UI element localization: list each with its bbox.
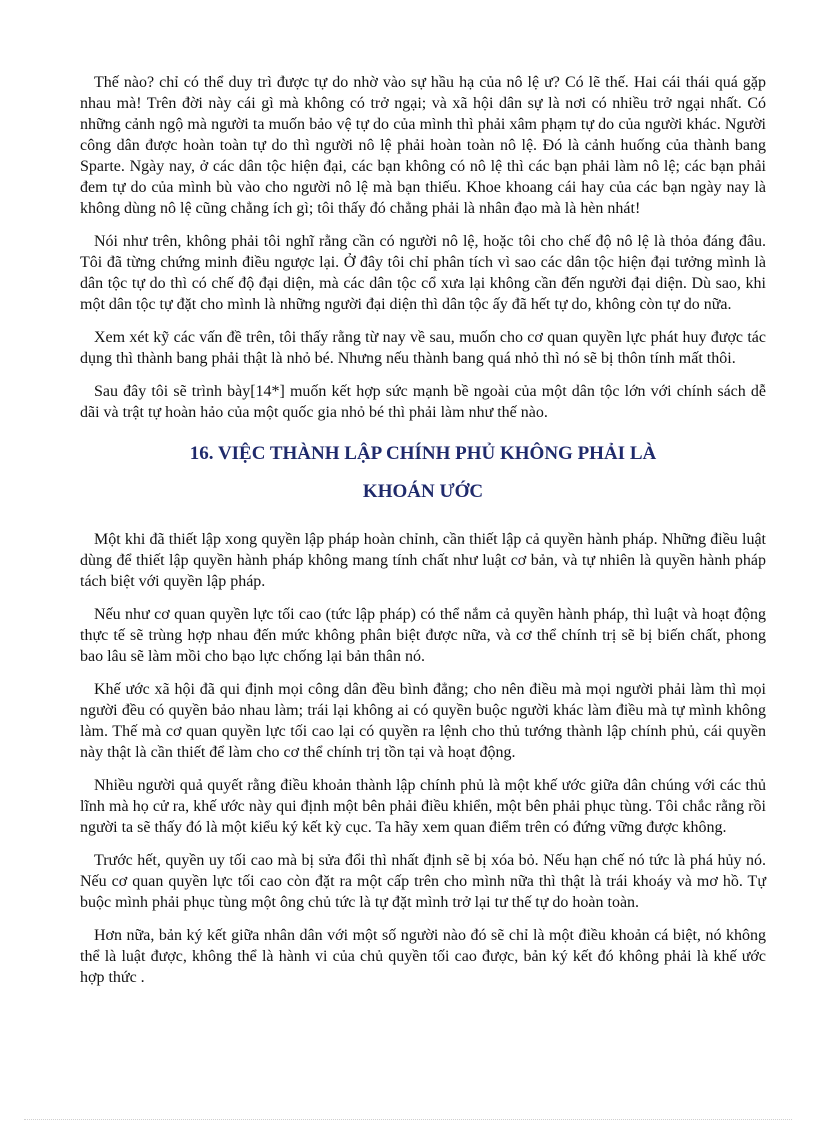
paragraph-supreme-authority: Trước hết, quyền uy tối cao mà bị sửa đổi thì nhất định sẽ bị xóa bỏ. Nếu hạn chế nó tức là phá hủy nó. Nếu cơ quan quyền lực tối cao còn đặt ra một cấp trên cho mình nữa thì thật là trái khoáy và mơ hồ. Tự buộc mình phải phục tùng một ông chủ tức là tự đặt mình trở lại tư thế tự do hoàn toàn. [80,852,766,911]
paragraph-government-contract: Nhiều người quả quyết rằng điều khoản thành lập chính phủ là một khế ước giữa dân chúng với các thủ lĩnh mà họ cử ra, khế ước này qui định một bên phải điều khiển, một bên phải phục tùng. Tôi chắc rằng rồi người ta sẽ thấy đó là một kiểu ký kết kỳ cục. Ta hãy xem quan điểm trên có đứng vững được không. [80,777,766,836]
page-content [80,72,766,1000]
page-bottom-rule [24,1119,792,1120]
paragraph-executive-power: Một khi đã thiết lập xong quyền lập pháp hoàn chỉnh, cần thiết lập cả quyền hành pháp. Những điều luật dùng để thiết lập quyền hành pháp không mang tính chất như luật cơ bản, và tự nhiên là quyền hành pháp tách biệt với quyền lập pháp. [80,531,766,590]
paragraph-small-city: Xem xét kỹ các vấn đề trên, tôi thấy rằng từ nay về sau, muốn cho cơ quan quyền lực phát huy được tác dụng thì thành bang phải thật là nhỏ bé. Nhưng nếu thành bang quá nhỏ thì nó sẽ bị thôn tính mất thôi. [80,329,766,367]
paragraph-representatives: Nói như trên, không phải tôi nghĩ rằng cần có người nô lệ, hoặc tôi cho chế độ nô lệ là thỏa đáng đâu. Tôi đã từng chứng minh điều ngược lại. Ở đây tôi chỉ phân tích vì sao các dân tộc hiện đại tưởng mình là dân tộc tự do thì có chế độ đại diện, mà các dân tộc cổ xưa lại không cần đến người đại diện. Dù sao, khi một dân tộc tự đặt cho mình là những người đại diện thì dân tộc ấy đã hết tự do, không còn tự do nữa. [80,233,766,313]
paragraph-social-contract: Khế ước xã hội đã qui định mọi công dân đều bình đẳng; cho nên điều mà mọi người phải làm thì mọi người đều có quyền bảo nhau làm; trái lại không ai có quyền buộc người khác làm điều mà tự mình không làm. Thế mà cơ quan quyền lực tối cao lại có quyền ra lệnh cho thủ tướng thành lập chính phủ, cái quyền này thật là cần thiết để làm cho cơ thể chính trị tồn tại và hoạt động. [80,681,766,761]
section-heading-line1: 16. VIỆC THÀNH LẬP CHÍNH PHỦ KHÔNG PHẢI LÀ [189,443,657,464]
paragraph-slavery-freedom: Thế nào? chỉ có thể duy trì được tự do nhờ vào sự hầu hạ của nô lệ ư? Có lẽ thế. Hai cái thái quá gặp nhau mà! Trên đời này cái gì mà không có trở ngại; và xã hội dân sự là nơi có nhiều trở ngại nhất. Có những cảnh ngộ mà người ta muốn bảo vệ tự do của mình thì phải xâm phạm tự do của người khác. Người công dân được hoàn toàn tự do thì người nô lệ phải hoàn toàn nô lệ. Đó là cảnh huống của thành bang Sparte. Ngày nay, ở các dân tộc hiện đại, các bạn không có nô lệ thì các bạn phải làm nô lệ; các bạn phải đem tự do của mình bù vào cho người nô lệ mà bạn thiếu. Khoe khoang cái hay của các bạn ngày nay là không dùng nô lệ cũng chẳng ích gì; tôi thấy đó chẳng phải là nhân đạo mà là hèn nhát! [80,74,766,217]
section-heading-line2: KHOÁN ƯỚC [362,481,484,502]
paragraph-agreement: Hơn nữa, bản ký kết giữa nhân dân với một số người nào đó sẽ chỉ là một điều khoản cá biệt, nó không thể là luật được, không thể là hành vi của chủ quyền tối cao được, bản ký kết đó không phải là khế ước hợp thức . [80,927,766,986]
paragraph-next-topic: Sau đây tôi sẽ trình bày[14*] muốn kết hợp sức mạnh bề ngoài của một dân tộc lớn với chính sách dễ dãi và trật tự hoàn hảo của một quốc gia nhỏ bé thì phải làm như thế nào. [80,383,766,421]
paragraph-sovereign-authority: Nếu như cơ quan quyền lực tối cao (tức lập pháp) có thể nắm cả quyền hành pháp, thì luật và hoạt động thực tế sẽ trùng hợp nhau đến mức không phân biệt được nữa, và cơ thể chính trị sẽ bị biến chất, phong bao lâu sẽ làm mồi cho bạo lực chống lại bản thân nó. [80,606,766,665]
section-heading [80,435,766,511]
